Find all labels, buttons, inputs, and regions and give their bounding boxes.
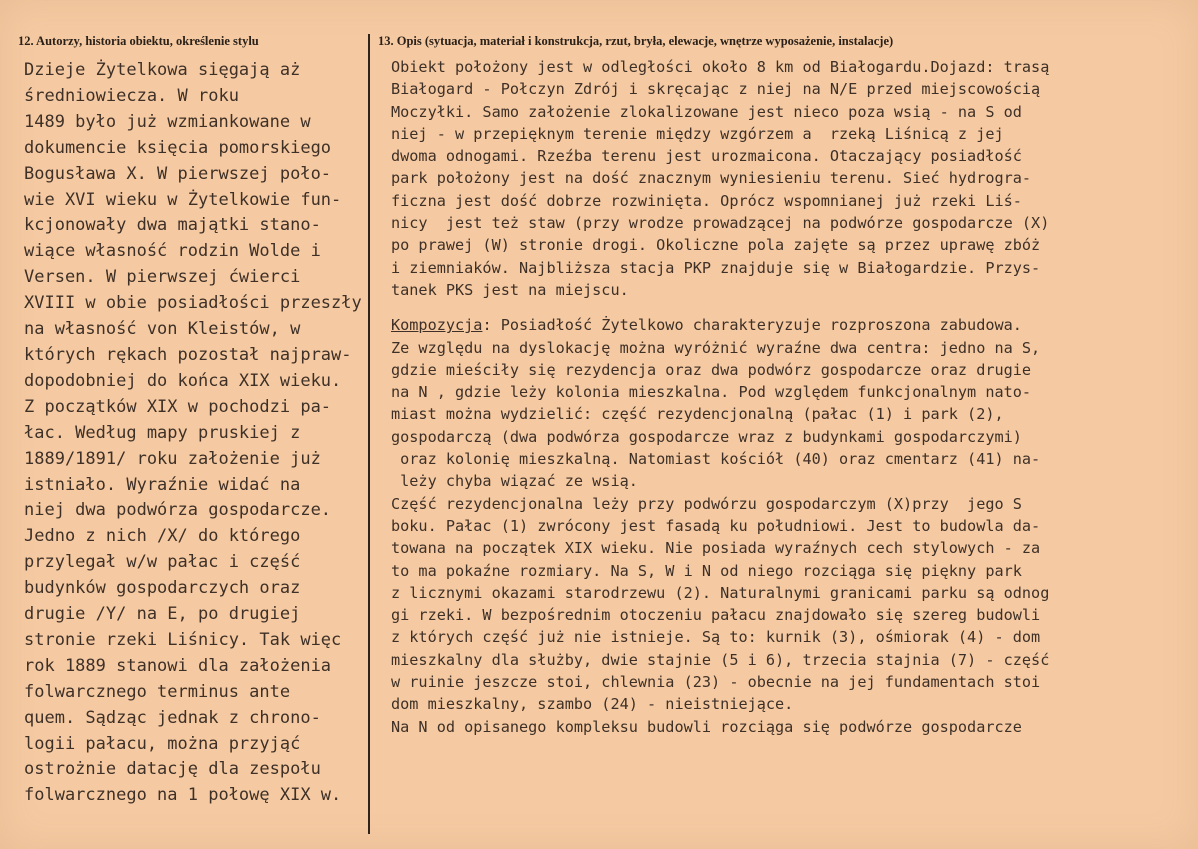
history-line: Jedno z nich /X/ do którego: [24, 526, 301, 547]
description-line: mieszkalny dla służby, dwie stajnie (5 i 6), trzecia stajnia (7) - część: [391, 650, 1050, 669]
description-line: towana na początek XIX wieku. Nie posiada wyraźnych cech stylowych - za: [391, 539, 1041, 558]
paragraph-residential: [391, 493, 1151, 738]
description-line: gospodarczą (dwa podwórza gospodarcze wraz z budynkami gospodarczymi): [391, 427, 1022, 446]
description-line: i ziemniaków. Najbliższa stacja PKP znajduje się w Białogardzie. Przys-: [391, 258, 1041, 277]
history-line: ostrożnie datację dla zespołu: [24, 759, 321, 780]
history-line: 1489 było już wzmiankowane w: [24, 111, 311, 132]
history-line: drugie /Y/ na E, po drugiej: [24, 604, 301, 625]
description-line: w ruinie jeszcze stoi, chlewnia (23) - obecnie na jej fundamentach stoi: [391, 673, 1041, 692]
description-line: z licznymi okazami starodrzewu (2). Naturalnymi granicami parku są odnog: [391, 583, 1050, 602]
history-line: Z początków XIX w pochodzi pa-: [24, 396, 332, 417]
history-line: wiące własność rodzin Wolde i: [24, 241, 321, 262]
history-line: rok 1889 stanowi dla założenia: [24, 655, 332, 676]
history-text: [24, 58, 362, 809]
description-line: gi rzeki. W bezpośrednim otoczeniu pałacu znajdowało się szereg budowli: [391, 606, 1041, 625]
description-line: niej - w przepięknym terenie między wzgórzem a rzeką Liśnicą z jej: [391, 124, 1004, 143]
history-line: wie XVI wieku w Żytelkowie fun-: [24, 189, 342, 210]
description-line: boku. Pałac (1) zwrócony jest fasadą ku południowi. Jest to budowla da-: [391, 516, 1041, 535]
history-line: łac. Według mapy pruskiej z: [24, 422, 301, 443]
paragraph-location: [391, 56, 1151, 301]
column-divider: [368, 34, 370, 834]
description-line: Część rezydencjonalna leży przy podwórzu gospodarczym (X)przy jego S: [391, 494, 1022, 513]
description-line: Obiekt położony jest w odległości około 8 km od Białogardu.Dojazd: trasą: [391, 58, 1050, 76]
history-line: dopodobniej do końca XIX wieku.: [24, 370, 342, 391]
description-text: [391, 56, 1151, 738]
description-line: z których część już nie istnieje. Są to: kurnik (3), ośmiorak (4) - dom: [391, 628, 1041, 647]
history-line: przylegał w/w pałac i część: [24, 552, 301, 573]
history-line: budynków gospodarczych oraz: [24, 578, 301, 599]
description-line: Moczyłki. Samo założenie zlokalizowane jest nieco poza wsią - na S od: [391, 102, 1022, 121]
composition-label: Kompozycja: [391, 316, 483, 335]
description-line: ficzna jest dość dobrze rozwinięta. Oprócz wspomnianej już rzeki Liś-: [391, 191, 1022, 210]
history-line: folwarcznego na 1 połowę XIX w.: [24, 785, 342, 806]
description-line: nicy jest też staw (przy wrodze prowadzącej na podwórze gospodarcze (X): [391, 214, 1050, 233]
description-line: park położony jest na dość znacznym wyniesieniu terenu. Sieć hydrogra-: [391, 169, 1032, 188]
description-line: to ma pokaźne rozmiary. Na S, W i N od niego rozciąga się piękny park: [391, 561, 1022, 580]
history-line: niej dwa podwórza gospodarcze.: [24, 500, 332, 521]
history-line: Bogusława X. W pierwszej poło-: [24, 163, 332, 184]
history-line: Dzieje Żytelkowa sięgają aż: [24, 60, 301, 80]
history-line: dokumencie księcia pomorskiego: [24, 137, 332, 158]
paragraph-composition: [391, 337, 1151, 493]
history-line: XVIII w obie posiadłości przeszły: [24, 293, 362, 314]
history-line: 1889/1891/ roku założenie już: [24, 448, 321, 469]
section-12-header: 12. Autorzy, historia obiektu, określenie stylu: [18, 34, 259, 48]
description-line: dwoma odnogami. Rzeźba terenu jest urozmaicona. Otaczający posiadłość: [391, 147, 1022, 166]
description-line: Białogard - Połczyn Zdrój i skręcając z niej na N/E przed miejscowością: [391, 80, 1041, 99]
description-line: po prawej (W) stronie drogi. Okoliczne pola zajęte są przez uprawę zbóż: [391, 236, 1041, 255]
description-line: Ze względu na dyslokację można wyróżnić wyraźne dwa centra: jedno na S,: [391, 338, 1041, 357]
history-line: istniało. Wyraźnie widać na: [24, 474, 301, 495]
history-line: folwarcznego terminus ante: [24, 681, 291, 702]
description-line: na N , gdzie leży kolonia mieszkalna. Pod względem funkcjonalnym nato-: [391, 383, 1032, 402]
history-line: Versen. W pierwszej ćwierci: [24, 267, 301, 288]
description-line: Na N od opisanego kompleksu budowli rozciąga się podwórze gospodarcze: [391, 717, 1022, 736]
description-line: miast można wydzielić: część rezydencjonalną (pałac (1) i park (2),: [391, 405, 1004, 424]
description-line: gdzie mieściły się rezydencja oraz dwa podwórz gospodarcze oraz drugie: [391, 360, 1032, 379]
paragraph-gap: [391, 301, 1151, 314]
history-line: kcjonowały dwa majątki stano-: [24, 215, 321, 236]
history-line: quem. Sądząc jednak z chrono-: [24, 707, 321, 728]
history-line: średniowiecza. W roku: [24, 85, 239, 106]
description-line: tanek PKS jest na miejscu.: [391, 280, 629, 299]
history-line: których rękach pozostał najpraw-: [24, 344, 352, 365]
history-line: logii pałacu, można przyjąć: [24, 733, 301, 754]
section-13-header: 13. Opis (sytuacja, materiał i konstrukcja, rzut, bryła, elewacje, wnętrze wyposażenie, instalacje): [378, 34, 894, 48]
history-line: na własność von Kleistów, w: [24, 319, 301, 340]
history-line: stronie rzeki Liśnicy. Tak więc: [24, 629, 342, 650]
composition-line: [391, 314, 1151, 336]
description-line: dom mieszkalny, szambo (24) - nieistniejące.: [391, 695, 794, 714]
description-line: leży chyba wiązać ze wsią.: [391, 472, 638, 491]
composition-first-line: : Posiadłość Żytelkowo charakteryzuje rozproszona zabudowa.: [482, 316, 1022, 335]
description-line: oraz kolonię mieszkalną. Natomiast kościół (40) oraz cmentarz (41) na-: [391, 450, 1041, 469]
